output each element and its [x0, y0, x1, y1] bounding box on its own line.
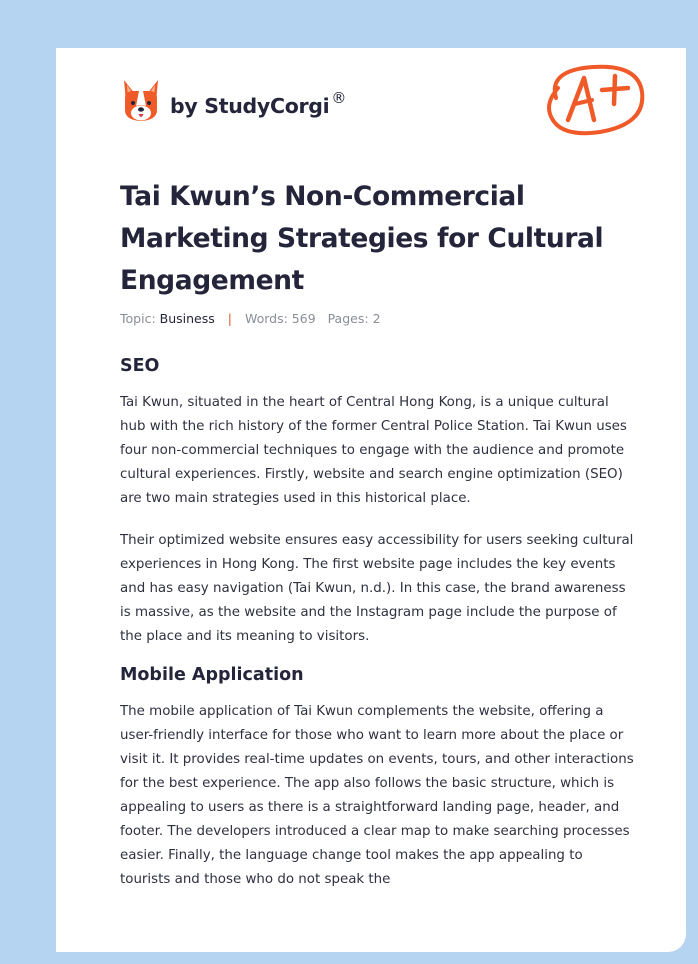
document-page: [56, 48, 686, 952]
grade-a-plus-badge: [538, 58, 648, 142]
registered-mark: ®: [331, 89, 347, 107]
pages-value: 2: [372, 311, 381, 326]
topic-label: Topic:: [120, 311, 156, 326]
document-meta: [120, 311, 381, 326]
section-heading-seo: SEO: [120, 356, 160, 376]
words-value: 569: [291, 311, 316, 326]
meta-separator: |: [227, 311, 232, 326]
paragraph: Their optimized website ensures easy accessibility for users seeking cultural experiences in Hong Kong. The first website page includes the key events and has easy navigation (Tai Kwun, n.d.). In this case, the brand awareness is massive, as the website and the Instagram page include the purpose of the place and its meaning to visitors.: [120, 533, 634, 644]
section-heading-mobile-application: Mobile Application: [120, 665, 304, 685]
document-title: Tai Kwun’s Non-Commercial Marketing Strategies for Cultural Engagement: [120, 181, 604, 296]
corgi-logo-icon: [120, 78, 162, 124]
paragraph: The mobile application of Tai Kwun complements the website, offering a user-friendly interface for those who want to learn more about the place or visit it. It provides real-time updates on events, tours, and other interactions for the best experience. The app also follows the basic structure, which is appealing to users as there is a straightforward landing page, header, and footer. The developers introduced a clear map to make searching processes easier. Finally, the language change tool makes the app appealing to tourists and those who do not speak the: [120, 704, 634, 887]
paragraph: Tai Kwun, situated in the heart of Central Hong Kong, is a unique cultural hub with the rich history of the former Central Police Station. Tai Kwun uses four non-commercial techniques to engage with the audience and promote cultural experiences. Firstly, website and search engine optimization (SEO) are two main strategies used in this historical place.: [120, 395, 627, 506]
topic-value[interactable]: Business: [159, 311, 215, 326]
document-body: [120, 354, 634, 910]
brand-header[interactable]: [120, 76, 346, 126]
brand-name: by StudyCorgi ®: [170, 89, 347, 118]
words-label: Words:: [244, 311, 288, 326]
pages-label: Pages:: [327, 311, 369, 326]
